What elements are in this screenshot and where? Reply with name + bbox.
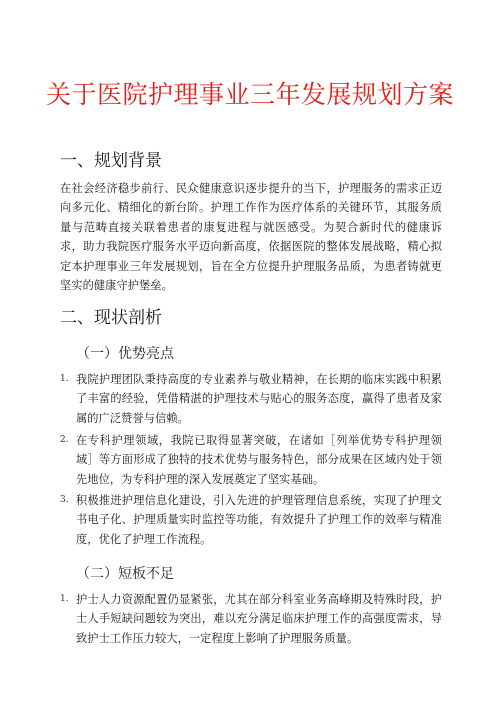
list-item-text: 在专科护理领域，我院已取得显著突破，在诸如［列举优势专科护理领域］等方面形成了独特的技术优势与服务特色，部分成果在区域内处于领先地位，为专科护理的深入发展奠定了坚实基础。 xyxy=(76,434,442,486)
subsection-heading-strengths: （一）优势亮点 xyxy=(76,346,174,362)
list-item-number: 1. xyxy=(60,374,69,384)
list-item-number: 2. xyxy=(60,435,69,445)
document-title: 关于医院护理事业三年发展规划方案 xyxy=(45,80,454,109)
list-item-text: 我院护理团队秉持高度的专业素养与敬业精神，在长期的临床实践中积累了丰富的经验，凭借精湛的护理技术与贴心的服务态度，赢得了患者及家属的广泛赞誉与信赖。 xyxy=(76,373,442,425)
list-item-number: 3. xyxy=(60,495,69,505)
section-heading-analysis: 二、现状剖析 xyxy=(60,308,162,328)
list-item xyxy=(60,431,442,489)
list-item xyxy=(60,491,442,549)
list-item-text: 积极推进护理信息化建设，引入先进的护理管理信息系统，实现了护理文书电子化、护理质量实时监控等功能，有效提升了护理工作的效率与精准度，优化了护理工作流程。 xyxy=(76,494,442,546)
section-heading-background: 一、规划背景 xyxy=(60,151,162,171)
list-item xyxy=(60,590,442,648)
section-paragraph-background: 在社会经济稳步前行、民众健康意识逐步提升的当下，护理服务的需求正迈向多元化、精细化的新台阶。护理工作作为医疗体系的关键环节，其服务质量与范畴直接关联着患者的康复进程与就医感受。为契合新时代的健康诉求，助力我院医疗服务水平迈向新高度，依据医院的整体发展战略，精心拟定本护理事业三年发展规划，旨在全方位提升护理服务品质，为患者铸就更坚实的健康守护堡垒。 xyxy=(60,182,442,293)
subsection-heading-weaknesses: （二）短板不足 xyxy=(76,566,174,582)
list-item-text: 护士人力资源配置仍显紧张，尤其在部分科室业务高峰期及特殊时段，护士人手短缺问题较为突出，难以充分满足临床护理工作的高强度需求，导致护士工作压力较大，一定程度上影响了护理服务质量。 xyxy=(76,593,442,645)
list-item-number: 1. xyxy=(60,594,69,604)
list-item xyxy=(60,370,442,428)
